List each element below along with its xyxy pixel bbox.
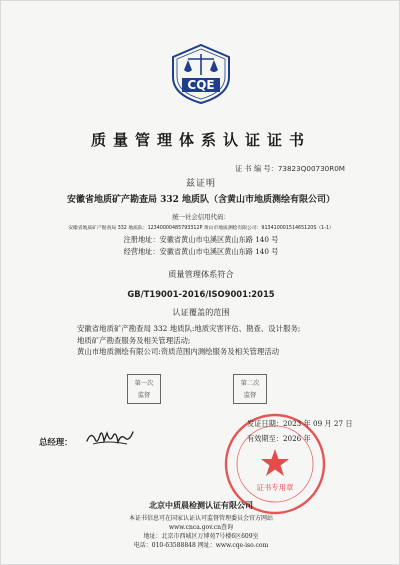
valid-until — [247, 434, 311, 444]
scope-heading: 认证覆盖的范围 — [172, 307, 230, 317]
footer-contact: 电话：010-63588848 网址：www.cqe-iso.com — [133, 542, 269, 549]
credit-code-line: 安徽省地质矿产勘查局 332 地质队：12340000485793312P 黄山市地质测绘有限公司：91341000151465120S（1-1） — [68, 226, 334, 231]
issue-date — [247, 419, 353, 429]
organization-name: 安徽省地质矿产勘查局 332 地质队（含黄山市地质测绘有限公司） — [66, 195, 336, 205]
valid-until-label: 有效期至： — [247, 434, 283, 443]
registered-address — [1, 235, 400, 245]
footer-verification: 本证书信息可在国家认证认可监督管理委员会官方网站 — [128, 515, 273, 522]
issue-date-value: 2023 年 09 月 27 日 — [282, 419, 353, 428]
logo-text: CQE — [187, 78, 215, 92]
first-surveillance-line: 监督 — [137, 392, 151, 399]
footer-website: www.cnca.gov.cn查询 — [169, 524, 233, 531]
first-surveillance-line: 第一次 — [134, 380, 154, 387]
credit-code-label: 统一社会信用代码： — [172, 213, 230, 221]
certificate-title: 质量管理体系认证证书 — [90, 131, 311, 149]
scope-line: 安徽省地质矿产勘查局 332 地质队:地质灾害评估、勘查、设计服务; — [77, 324, 301, 333]
business-address-label: 经营地址： — [123, 247, 160, 256]
valid-until-value: 2026 年 — [282, 434, 311, 443]
signature-icon — [85, 427, 135, 449]
seal-text: 证书专用章 — [256, 483, 294, 492]
issue-date-label: 发证日期： — [247, 419, 283, 428]
proof-heading: 兹证明 — [185, 179, 216, 189]
issuer-name: 北京中质晨检测认证有限公司 — [149, 501, 253, 510]
certificate-number-label: 证 书 编 号： — [235, 164, 278, 173]
general-manager-label: 总经理： — [39, 437, 73, 447]
business-address-value: 安徽省黄山市屯溪区黄山东路 140 号 — [159, 247, 279, 256]
cqe-logo-icon — [169, 43, 233, 105]
conformity-heading: 质量管理体系符合 — [168, 269, 234, 279]
first-surveillance-box — [127, 374, 161, 404]
second-surveillance-line: 监督 — [243, 392, 257, 399]
registered-address-value: 安徽省黄山市屯溪区黄山东路 140 号 — [159, 235, 279, 244]
scope-text — [77, 323, 347, 358]
certificate-number-value: 73823Q00730R0M — [277, 164, 345, 173]
scope-line: 地质矿产勘查服务及相关管理活动; — [77, 335, 191, 345]
standard-code: GB/T19001-2016/ISO9001:2015 — [127, 289, 275, 299]
registered-address-label: 注册地址： — [123, 235, 160, 244]
second-surveillance-box — [233, 374, 267, 404]
business-address — [1, 247, 400, 257]
footer-address: 地址：北京市西城区万博苑7号楼6区609室 — [143, 533, 259, 540]
certificate-number — [235, 164, 345, 174]
scope-line: 黄山市地质测绘有限公司:资质范围内测绘服务及相关管理活动 — [77, 347, 280, 356]
second-surveillance-line: 第二次 — [240, 380, 260, 387]
